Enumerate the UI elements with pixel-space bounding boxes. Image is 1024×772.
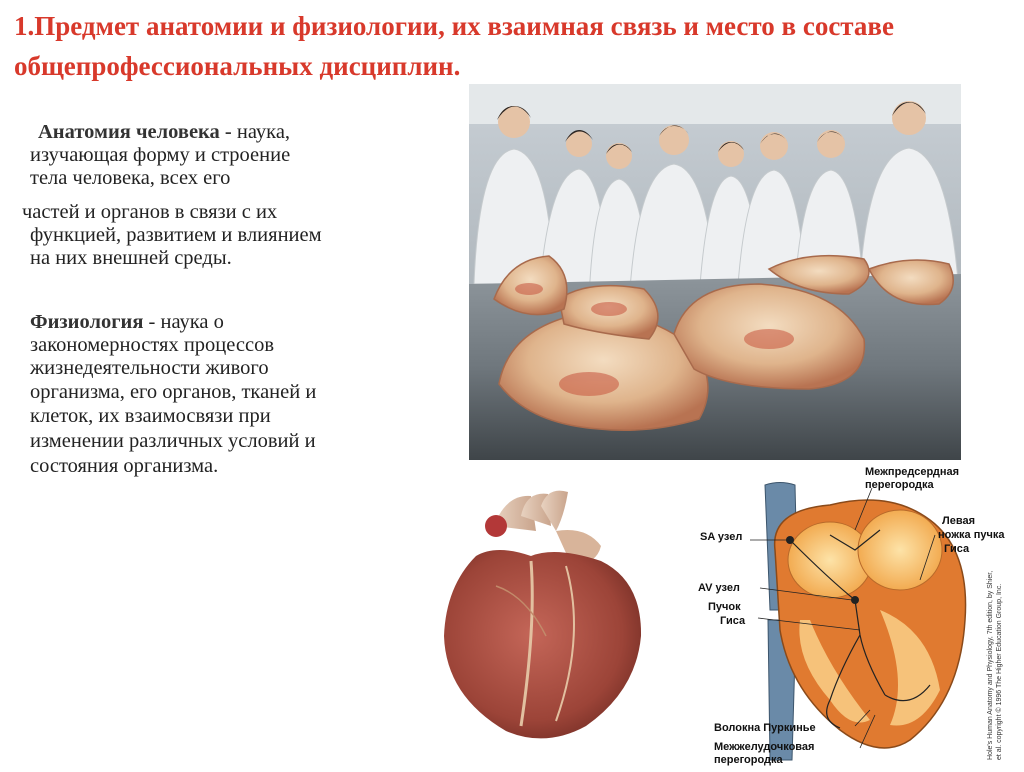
credit-line-1: Hole's Human Anatomy and Physiology, 7th edition, by Shier, xyxy=(987,570,994,760)
label-interventricular-2: перегородка xyxy=(714,754,783,766)
anatomy-line-3: тела человека, всех его xyxy=(30,167,231,189)
label-av-node: AV узел xyxy=(698,582,740,594)
anatomy-line-5: функцией, развитием и влиянием xyxy=(30,224,322,246)
anatomy-line-6: на них внешней среды. xyxy=(30,247,232,269)
label-his-2: Гиса xyxy=(720,615,746,627)
physiology-line-5: клеток, их взаимосвязи при xyxy=(30,405,271,427)
label-sa-node: SA узел xyxy=(700,531,743,543)
label-left-bundle-2: ножка пучка xyxy=(938,529,1005,541)
anatomy-term: Анатомия человека - xyxy=(38,121,232,143)
physiology-text-1: - наука о xyxy=(143,311,224,333)
physiology-line-7: состояния организма. xyxy=(30,455,219,477)
credit-line-2: et al. copyright © 1996 The Higher Education Group, Inc. xyxy=(996,583,1003,760)
label-interventricular-1: Межжелудочковая xyxy=(714,741,815,753)
photo-graphic xyxy=(469,84,961,460)
label-left-bundle-3: Гиса xyxy=(944,543,970,555)
label-interatrial-2: перегородка xyxy=(865,479,934,491)
heart-illustration xyxy=(436,486,672,748)
label-purkinje: Волокна Пуркинье xyxy=(714,722,816,734)
anatomy-line-1 xyxy=(38,121,290,143)
anatomy-class-photo xyxy=(469,84,961,460)
physiology-line-6: изменении различных условий и xyxy=(30,430,316,452)
physiology-line-3: жизнедеятельности живого xyxy=(30,357,269,379)
label-his-1: Пучок xyxy=(708,601,741,613)
physiology-term: Физиология xyxy=(30,311,144,333)
label-left-bundle-1: Левая xyxy=(942,515,975,527)
anatomy-line-2: изучающая форму и строение xyxy=(30,144,291,166)
conduction-diagram xyxy=(680,460,1020,767)
page-title: 1.Предмет анатомии и физиологии, их взаимная связь и место в составе общепрофессиональных дисциплин. xyxy=(14,11,894,81)
heart-graphic xyxy=(436,486,672,748)
anatomy-line-4: частей и органов в связи с их xyxy=(22,201,278,223)
physiology-line-2: закономерностях процессов xyxy=(30,334,275,356)
conduction-graphic xyxy=(680,460,1020,767)
label-interatrial-1: Межпредсердная xyxy=(865,466,960,478)
physiology-line-1 xyxy=(30,311,224,333)
anatomy-text-1: наука, xyxy=(231,121,291,143)
physiology-line-4: организма, его органов, тканей и xyxy=(30,381,317,403)
